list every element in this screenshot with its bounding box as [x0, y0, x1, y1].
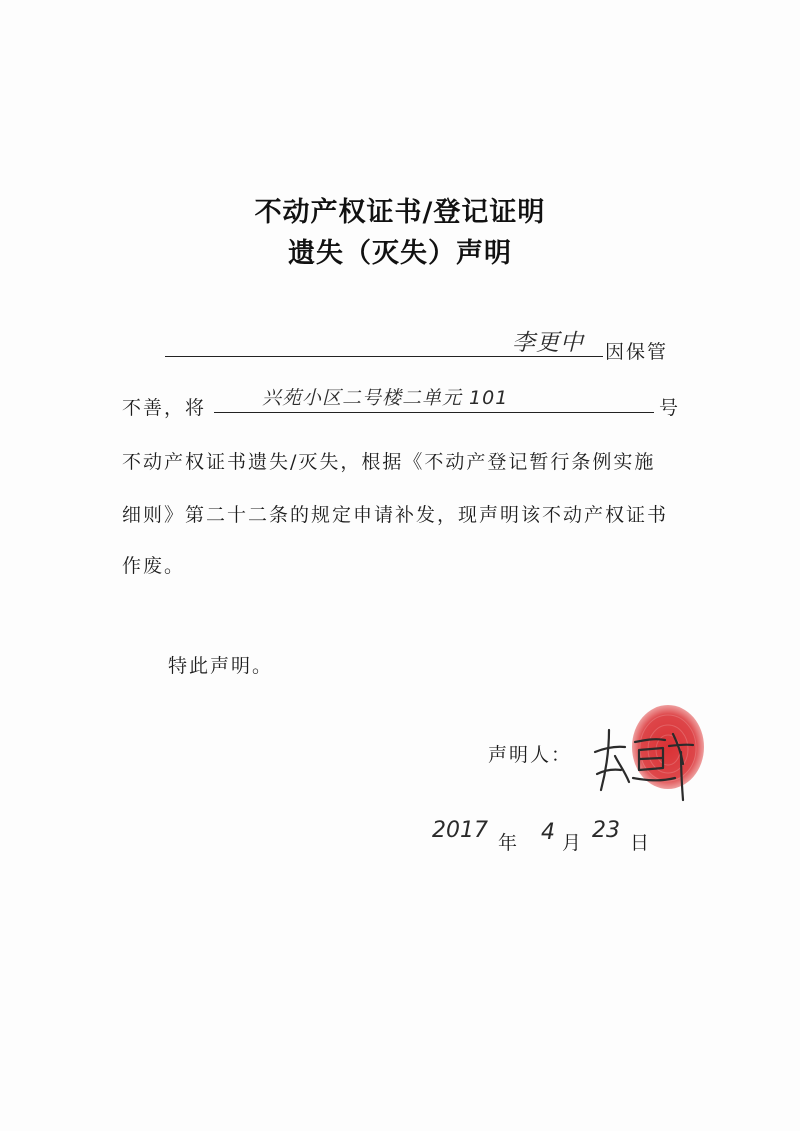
handwritten-signature — [585, 712, 705, 812]
date-day: 23 — [592, 818, 620, 843]
title-line-2: 遗失（灭失）声明 — [288, 238, 512, 269]
row1-text: 因保管 — [605, 341, 669, 363]
handwritten-address: 兴苑小区二号楼二单元 101 — [262, 387, 509, 409]
body-line-1: 不动产权证书遗失/灭失，根据《不动产登记暂行条例实施 — [122, 451, 656, 473]
declarant-label: 声明人： — [488, 744, 573, 766]
row2-tail-text: 号 — [659, 397, 681, 419]
closing-statement: 特此声明。 — [168, 655, 274, 677]
date-day-label: 日 — [630, 832, 652, 854]
date-year-label: 年 — [498, 832, 520, 854]
body-line-3: 作废。 — [122, 555, 186, 577]
date-year: 2017 — [432, 818, 488, 843]
handwritten-name: 李更中 — [512, 330, 584, 356]
title-line-1: 不动产权证书/登记证明 — [254, 197, 546, 228]
body-line-2: 细则》第二十二条的规定申请补发，现声明该不动产权证书 — [122, 504, 669, 526]
date-month: 4 — [541, 820, 555, 845]
row2-lead-text: 不善，将 — [122, 397, 207, 419]
date-month-label: 月 — [562, 832, 584, 854]
